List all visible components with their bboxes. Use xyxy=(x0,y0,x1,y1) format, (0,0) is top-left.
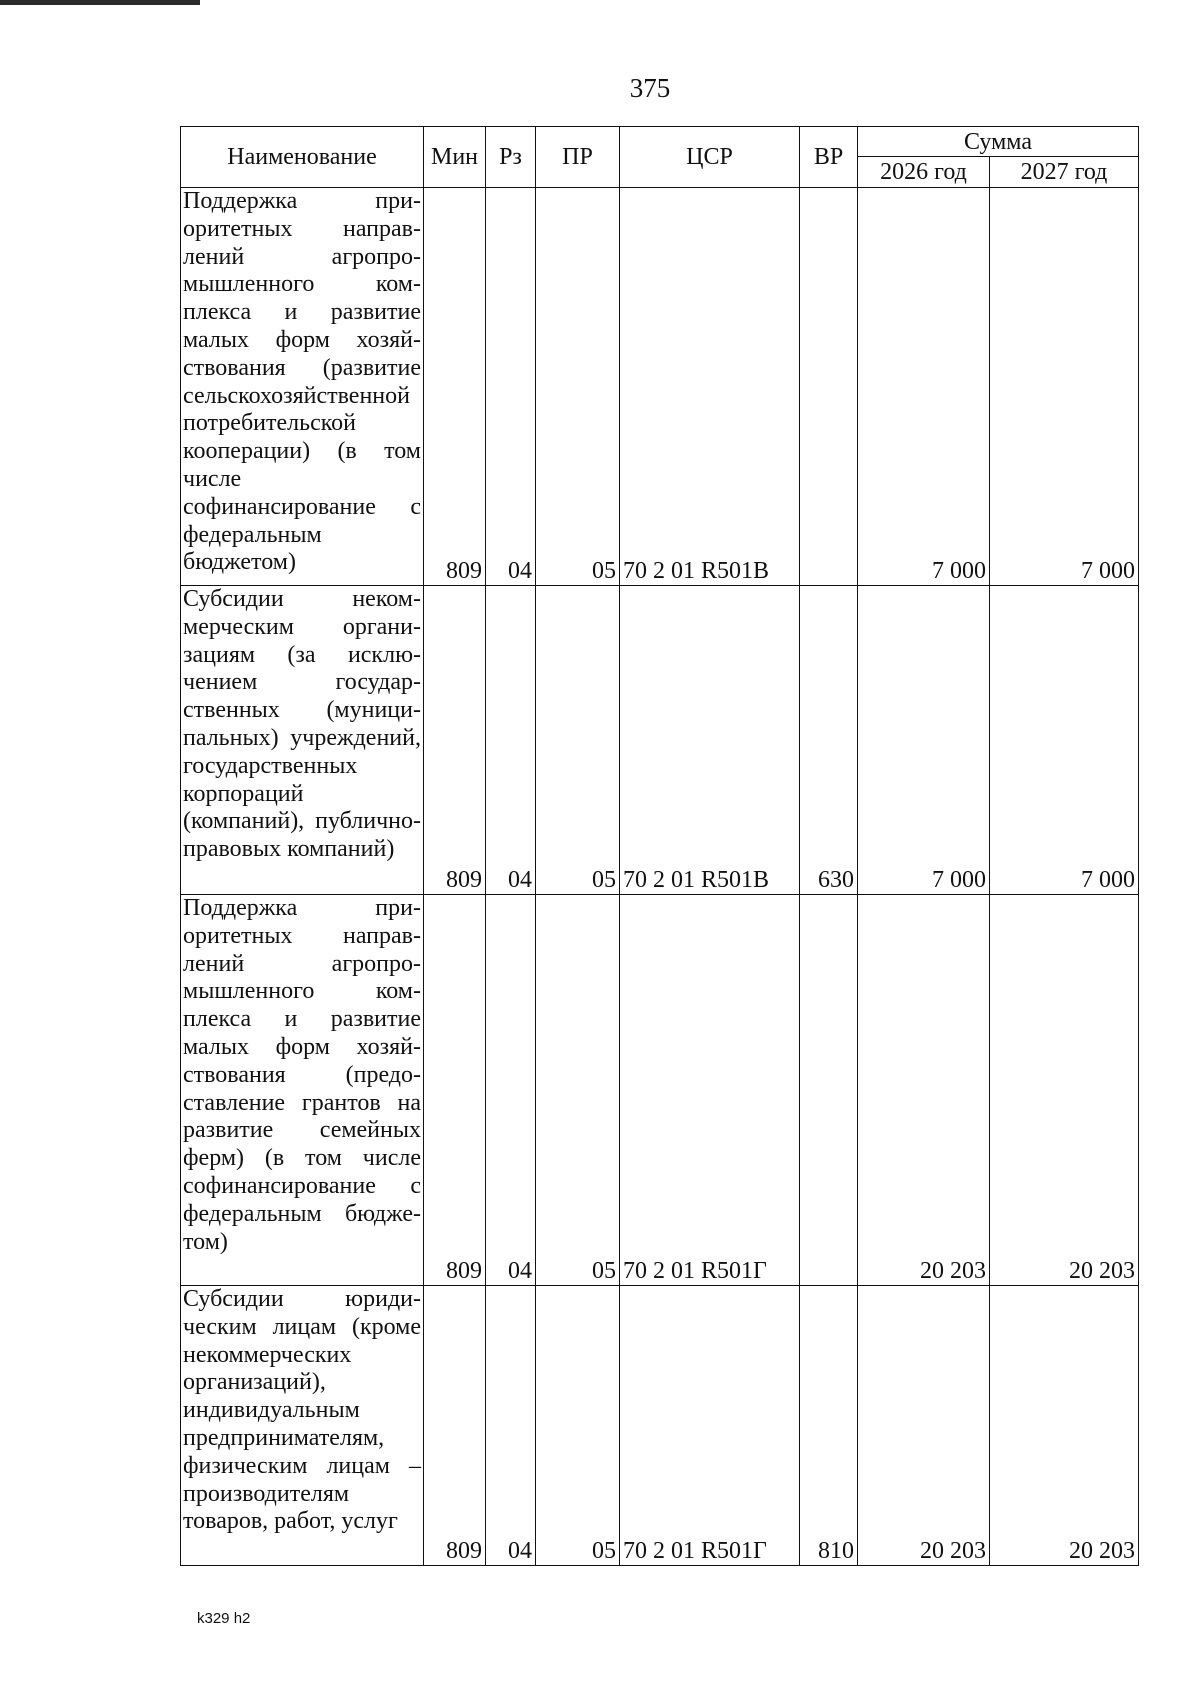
header-vr: ВР xyxy=(800,127,858,188)
row-vr xyxy=(800,895,858,1286)
row-sum-2027: 7 000 xyxy=(990,188,1139,586)
header-csr: ЦСР xyxy=(620,127,800,188)
row-vr: 810 xyxy=(800,1286,858,1566)
row-rz: 04 xyxy=(486,895,536,1286)
row-rz: 04 xyxy=(486,188,536,586)
row-vr: 630 xyxy=(800,586,858,895)
header-rz: Рз xyxy=(486,127,536,188)
row-csr: 70 2 01 R501В xyxy=(620,586,800,895)
row-name: Поддержка приоритетных направлений агропромышленного комплекса и развитие малых форм хозяйствования (развитие сельскохозяйственной потребительской кооперации) (в том числе софинансирование с федеральным бюджетом) xyxy=(181,188,424,586)
header-min: Мин xyxy=(424,127,486,188)
row-csr: 70 2 01 R501В xyxy=(620,188,800,586)
row-name: Поддержка приоритетных направлений агропромышленного комплекса и развитие малых форм хозяйствования (предоставление грантов на развитие семейных ферм) (в том числе софинансирование с федеральным бюджетом) xyxy=(181,895,424,1286)
row-sum-2027: 20 203 xyxy=(990,1286,1139,1566)
row-min: 809 xyxy=(424,895,486,1286)
row-csr: 70 2 01 R501Г xyxy=(620,895,800,1286)
row-sum-2027: 20 203 xyxy=(990,895,1139,1286)
row-min: 809 xyxy=(424,586,486,895)
row-name: Субсидии некоммерческим организациям (за исключением государственных (муниципальных) учреждений, государственных корпораций (компаний), публично-правовых компаний) xyxy=(181,586,424,895)
table-row xyxy=(181,586,1139,895)
row-sum-2026: 20 203 xyxy=(858,895,990,1286)
row-pr: 05 xyxy=(536,586,620,895)
page-number: 375 xyxy=(629,73,671,103)
row-sum-2027: 7 000 xyxy=(990,586,1139,895)
header-sum: Сумма xyxy=(858,127,1139,157)
table-row xyxy=(181,1286,1139,1566)
row-sum-2026: 20 203 xyxy=(858,1286,990,1566)
row-vr xyxy=(800,188,858,586)
row-min: 809 xyxy=(424,188,486,586)
row-name: Субсидии юридическим лицам (кроме некоммерческих организаций), индивидуальным предпринимателям, физическим лицам – производителям товаров, работ, услуг xyxy=(181,1286,424,1566)
row-pr: 05 xyxy=(536,895,620,1286)
header-name: Наименование xyxy=(181,127,424,188)
row-sum-2026: 7 000 xyxy=(858,586,990,895)
row-rz: 04 xyxy=(486,586,536,895)
document-code: k329 h2 xyxy=(197,1610,251,1627)
row-min: 809 xyxy=(424,1286,486,1566)
row-pr: 05 xyxy=(536,1286,620,1566)
row-rz: 04 xyxy=(486,1286,536,1566)
table-header xyxy=(181,127,1139,188)
budget-table xyxy=(180,126,1139,1566)
row-pr: 05 xyxy=(536,188,620,586)
header-year-2026: 2026 год xyxy=(858,157,990,188)
header-year-2027: 2027 год xyxy=(990,157,1139,188)
scan-edge-mark xyxy=(0,0,200,5)
table-row xyxy=(181,895,1139,1286)
header-pr: ПР xyxy=(536,127,620,188)
row-sum-2026: 7 000 xyxy=(858,188,990,586)
table-row xyxy=(181,188,1139,586)
row-csr: 70 2 01 R501Г xyxy=(620,1286,800,1566)
